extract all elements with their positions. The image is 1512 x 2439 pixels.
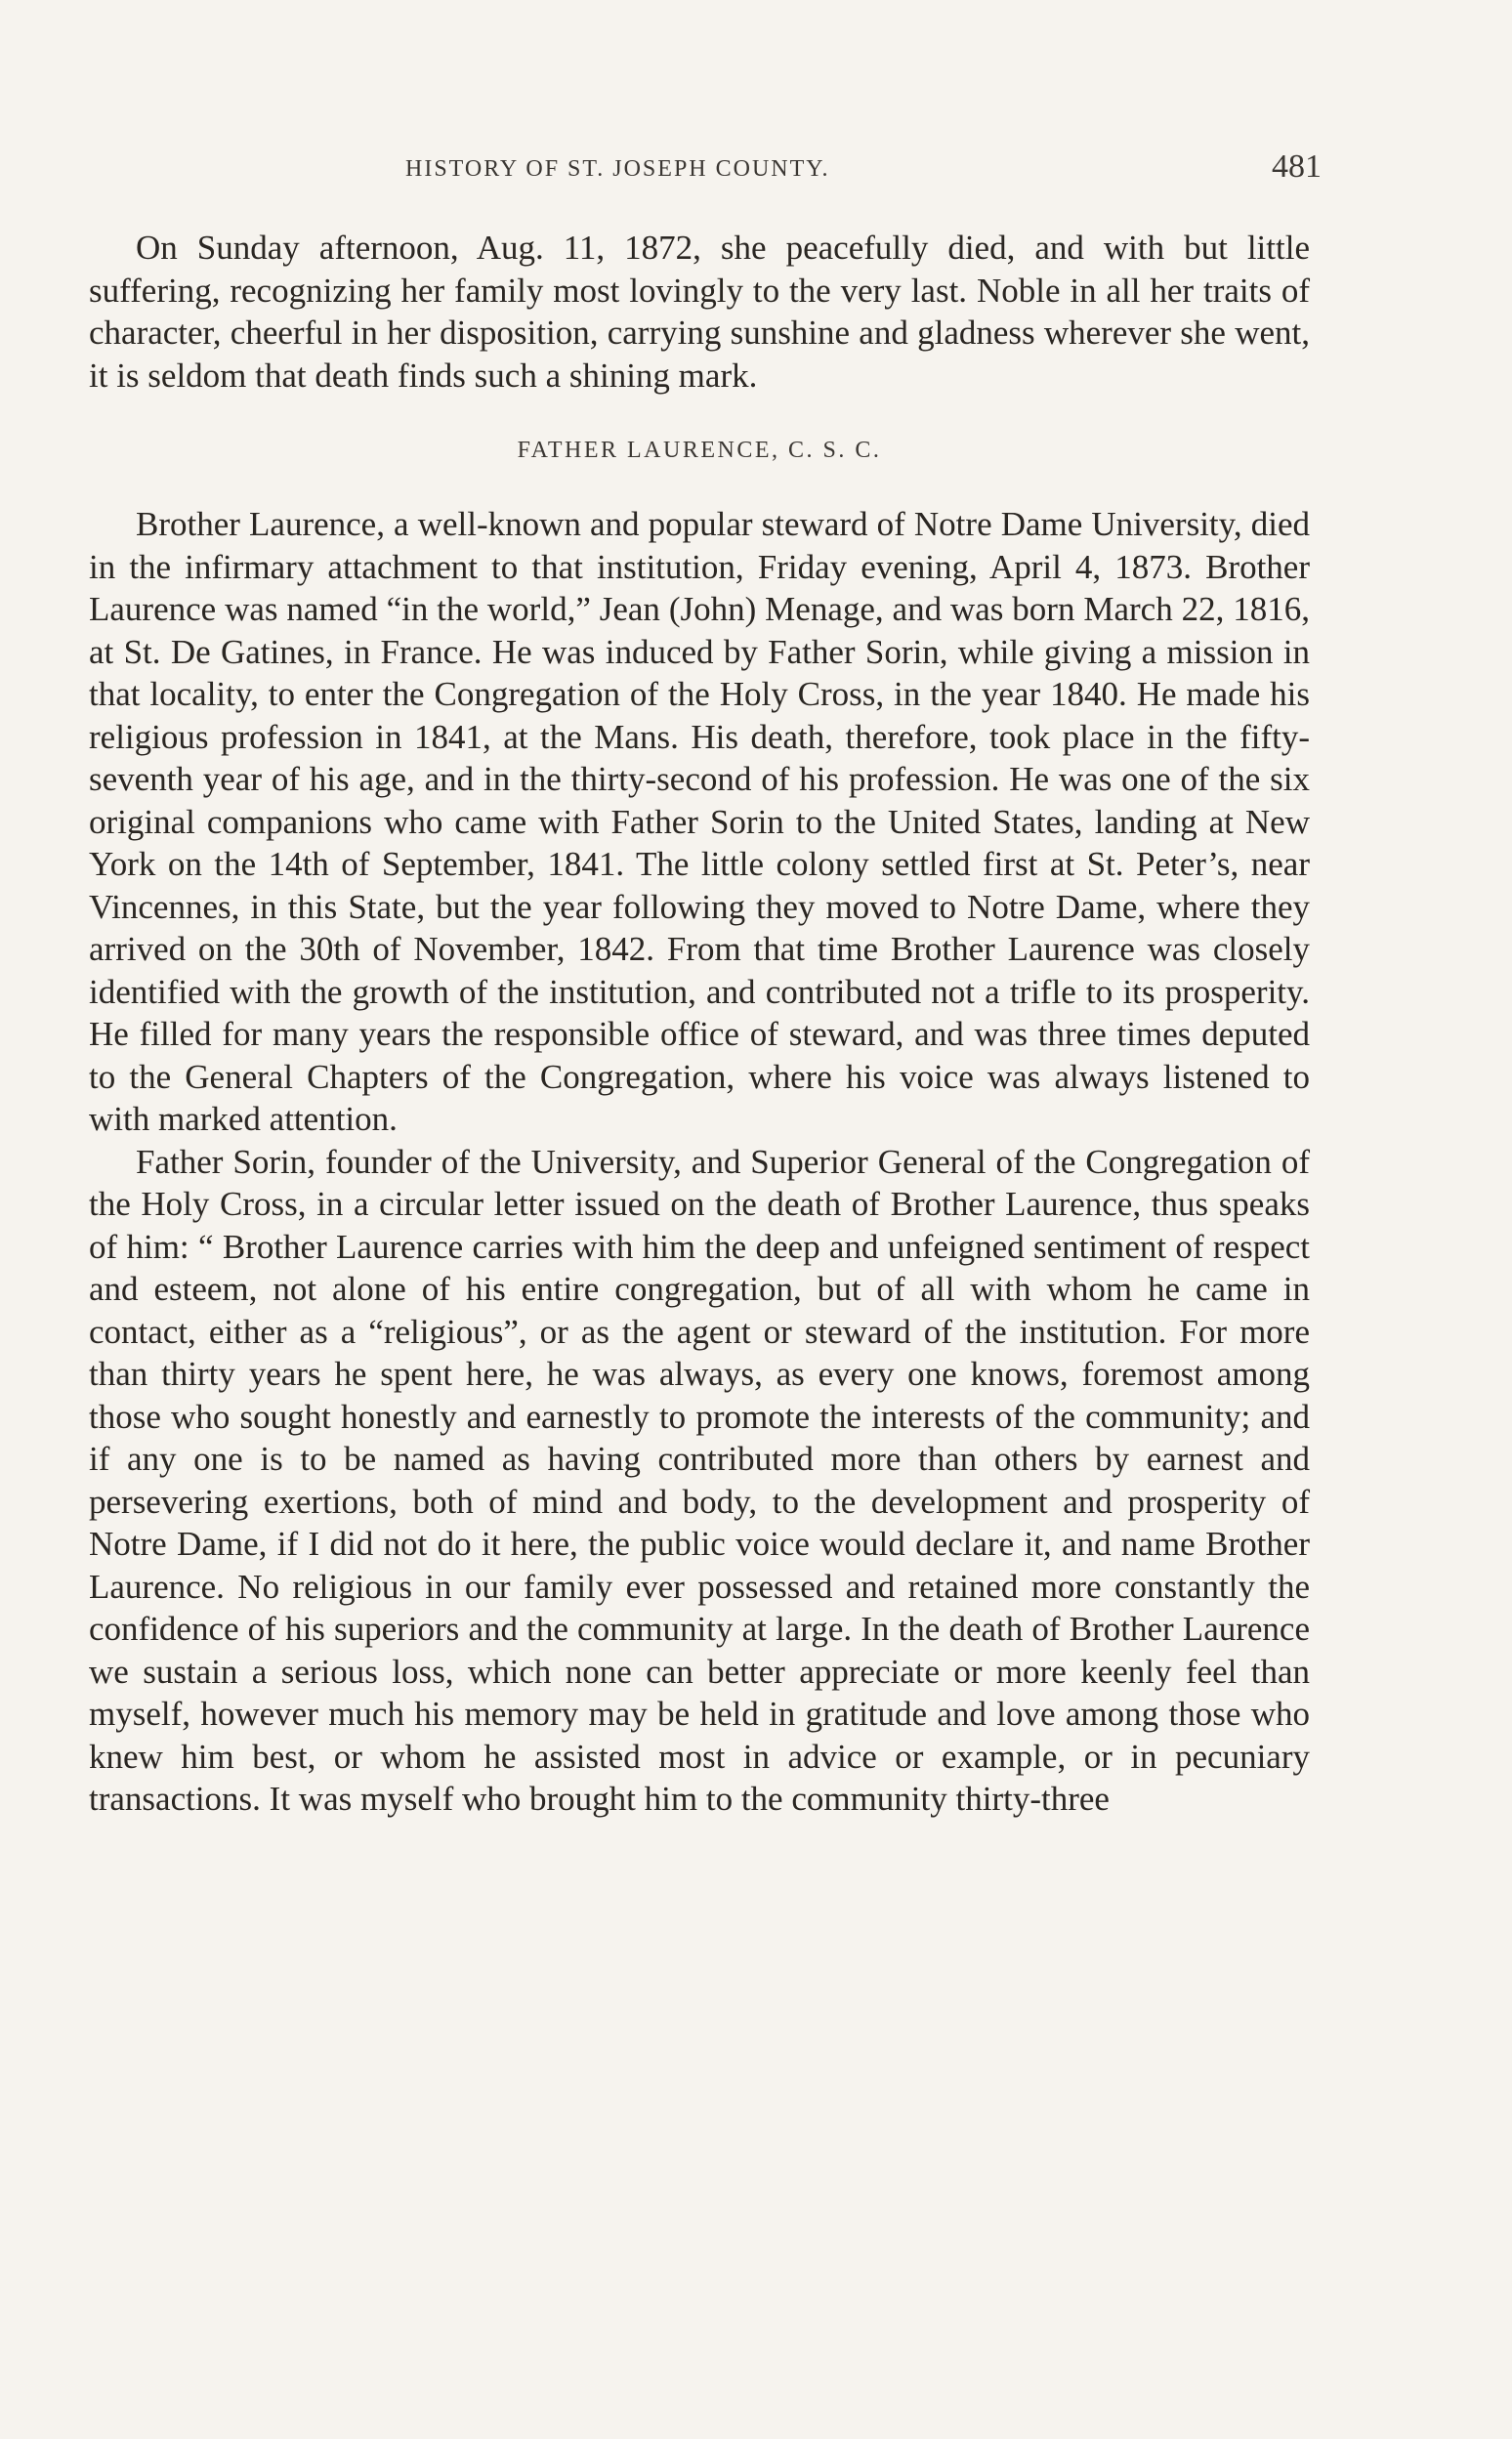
text-column bbox=[89, 227, 1310, 1821]
page-header bbox=[88, 148, 1322, 188]
section-title: FATHER LAURENCE, C. S. C. bbox=[517, 438, 882, 463]
paragraph-father-sorin-letter: Father Sorin, founder of the University, and Superior General of the Congregation of the Holy Cross, in a circular letter issued on the death of Brother Laurence, thus speaks of him: “ Brother Laurence carries with him the deep and unfeigned sentiment of respect and esteem, not alone of his entire congregation, but of all with whom he came in contact, either as a “religious”, or as the agent or steward of the institution. For more than thirty years he spent here, he was always, as every one knows, foremost among those who sought honestly and earnestly to promote the interests of the community; and if any one is to be named as having contributed more than others by earnest and persevering exertions, both of mind and body, to the development and prosperity of Notre Dame, if I did not do it here, the public voice would declare it, and name Brother Laurence. No religious in our family ever possessed and retained more constantly the confidence of his superiors and the community at large. In the death of Brother Laurence we sustain a serious loss, which none can better appreciate or more keenly feel than myself, however much his memory may be held in gratitude and love among those who knew him best, or whom he assisted most in advice or example, or in pecuniary transactions. It was myself who brought him to the community thirty-three bbox=[89, 1142, 1310, 1818]
paragraph-obituary-end: On Sunday afternoon, Aug. 11, 1872, she peacefully died, and with but little suffering, recognizing her family most lovingly to the very last. Noble in all her traits of character, cheerful in her disposition, carrying sunshine and gladness wherever she went, it is seldom that death finds such a shining mark. bbox=[89, 229, 1310, 395]
paragraph-brother-laurence: Brother Laurence, a well-known and popular steward of Notre Dame University, died in the infirmary attachment to that institution, Friday evening, April 4, 1873. Brother Laurence was named “in the world,” Jean (John) Menage, and was born March 22, 1816, at St. De Gatines, in France. He was induced by Father Sorin, while giving a mission in that locality, to enter the Congregation of the Holy Cross, in the year 1840. He made his religious profession in 1841, at the Mans. His death, therefore, took place in the fifty-seventh year of his age, and in the thirty-second of his profession. He was one of the six original companions who came with Father Sorin to the United States, landing at New York on the 14th of September, 1841. The little colony settled first at St. Peter’s, near Vincennes, in this State, but the year following they moved to Notre Dame, where they arrived on the 30th of November, 1842. From that time Brother Laurence was closely identified with the growth of the institution, and contributed not a trifle to its prosperity. He filled for many years the responsible office of steward, and was three times deputed to the General Chapters of the Congregation, where his voice was always listened to with marked attention. bbox=[89, 505, 1310, 1138]
page-number: 481 bbox=[1272, 148, 1322, 185]
running-head: HISTORY OF ST. JOSEPH COUNTY. bbox=[405, 156, 830, 182]
